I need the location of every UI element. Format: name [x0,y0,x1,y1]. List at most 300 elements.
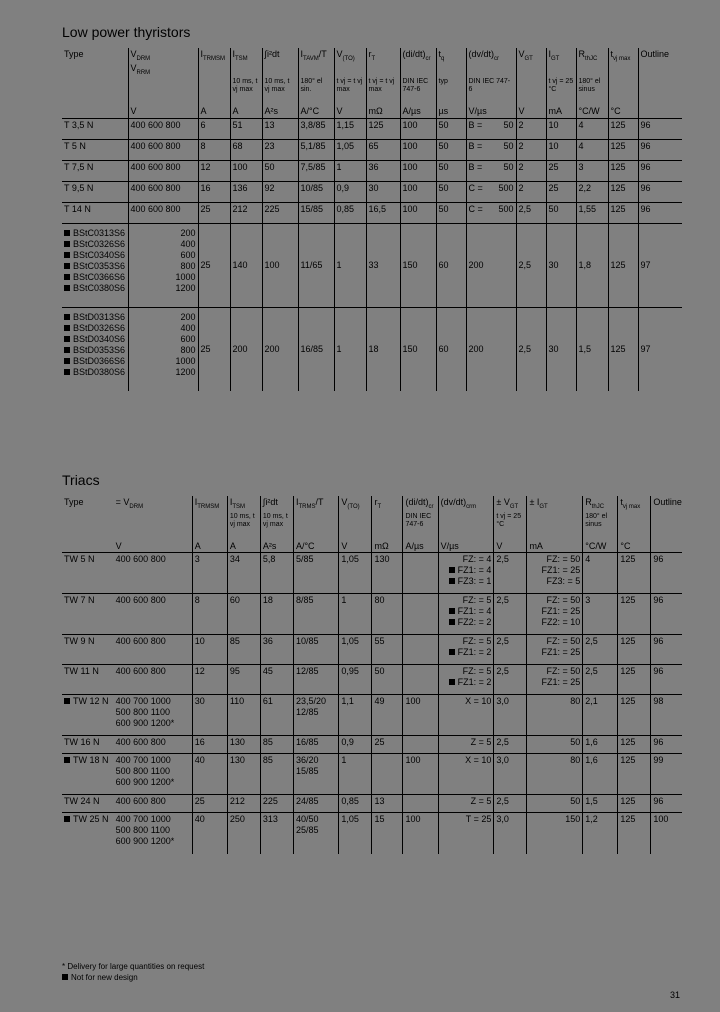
didt-cell [403,665,438,695]
i2dt-cell: 85 [260,754,293,795]
didt-cell [403,795,438,813]
unit-vgt: V [516,105,546,118]
rthjc-cell: 4 [576,118,608,139]
dvdt-value: 50 [503,119,514,130]
hdr-type: Type [64,49,84,59]
i2dt-cell: 225 [260,795,293,813]
igt-cell [527,665,583,695]
itrms-cell-line: 5/85 [295,554,314,565]
dvdt-value: 500 [498,182,514,193]
type-cell: T 9,5 N [62,181,128,202]
cond-i2dt: 10 ms, t vj max [262,77,298,105]
hdr-tvj: $t_{vj max}$ [608,48,638,77]
rt-cell: 18 [366,307,400,391]
tvj-cell: 125 [608,307,638,391]
tri-unit-i2dt: A²s [260,540,293,553]
rthjc-cell: 4 [583,553,618,594]
dvdt-cell-line: FZ1: = 2 [441,677,492,688]
i2dt-cell: 225 [262,202,298,223]
igt-cell-line: 50 [570,796,581,807]
vgt-cell: 2,5 [494,665,527,695]
voltage-cell: 400 600 800 [128,139,198,160]
voltage-cell-line: 400 700 1000 [115,814,171,825]
triac-header-row [62,496,682,512]
voltage-cell [114,695,193,736]
hdr-vt0: $V_{(TO)}$ [334,48,366,77]
not-for-new-design-marker-icon [64,358,70,364]
outline-cell: 96 [651,665,682,695]
type-cell-line: BStD0326S6 [64,323,126,334]
tvj-cell: 125 [618,736,651,754]
unit-tvj: °C [608,105,638,118]
rthjc-cell: 1,5 [576,307,608,391]
igt-cell [527,594,583,635]
hdr-vgt: $V_{GT}$ [516,48,546,77]
igt-cell: 30 [546,223,576,307]
dvdt-cell [466,139,516,160]
itrmsm-cell: 30 [192,695,227,736]
voltage-cell-line: 400 600 800 [115,737,166,748]
i2dt-cell: 5,8 [260,553,293,594]
voltage-cell: 400 600 800 [128,202,198,223]
table-row [62,118,682,139]
dvdt-cell [438,813,494,854]
voltage-cell-line: 1200 [175,366,196,377]
dvdt-cell [466,160,516,181]
igt-cell-line: FZ1: = 25 [541,647,581,658]
dvdt-cell-line: FZ1: = 2 [441,647,492,658]
tvj-cell: 125 [608,118,638,139]
voltage-cell-line: 600 900 1200* [115,836,175,847]
voltage-cell-line: 800 [180,260,196,271]
i2dt-cell: 92 [262,181,298,202]
table-row [62,202,682,223]
cond-didt: DIN IEC 747-6 [400,77,436,105]
voltage-cell: 400 600 800 [128,160,198,181]
voltage-cell [114,594,193,635]
tvj-cell: 125 [618,795,651,813]
thyristor-table [62,48,682,391]
vgt-cell: 2 [516,181,546,202]
hdr-tq: $t_q$ [436,48,466,77]
table-row [62,665,682,695]
tvj-cell: 125 [618,813,651,854]
type-cell: T 3,5 N [62,118,128,139]
vgt-cell: 2,5 [494,594,527,635]
tvj-cell: 125 [618,553,651,594]
didt-cell: 100 [403,813,438,854]
rt-cell: 130 [372,553,403,594]
rt-cell: 30 [366,181,400,202]
cond-itsm: 10 ms, t vj max [230,77,262,105]
i2dt-cell: 313 [260,813,293,854]
cond-rthjc: 180° el sinus [576,77,608,105]
vt0-cell: 0,9 [334,181,366,202]
itrms-cell-line: 12/85 [295,707,319,718]
outline-cell: 97 [638,307,682,391]
voltage-cell-line: 400 [180,238,196,249]
voltage-cell-line: 400 [180,322,196,333]
vt0-cell: 1,05 [339,635,372,665]
not-for-new-design-marker-icon [449,649,455,655]
tri-unit-vt0: V [339,540,372,553]
didt-cell [403,553,438,594]
voltage-cell-line: 400 600 800 [115,796,166,807]
type-cell-line: BStD0366S6 [64,356,126,367]
table-row [62,635,682,665]
voltage-cell [114,813,193,854]
tri-hdr-vt0: $V_{(TO)}$ [339,496,372,512]
igt-cell [527,754,583,795]
not-for-new-design-marker-icon [64,285,70,291]
outline-cell: 96 [638,139,682,160]
triac-conditions-row [62,512,682,540]
igt-cell-line: FZ3: = 5 [546,576,581,587]
itrms-cell [293,813,338,854]
dvdt-cell [466,118,516,139]
vgt-cell: 2 [516,160,546,181]
voltage-cell [128,307,198,391]
i2dt-cell: 200 [262,307,298,391]
footnote-delivery: * Delivery for large quantities on request [62,962,205,971]
tri-cond-rthjc: 180° el sinus [583,512,618,540]
hdr-outline: Outline [638,48,682,77]
didt-cell: 100 [400,139,436,160]
itrms-cell [293,553,338,594]
not-for-new-design-marker-icon [64,325,70,331]
type-cell-line: BStD0353S6 [64,345,126,356]
vt0-cell: 1 [334,160,366,181]
table-row [62,553,682,594]
tri-hdr-itrmsm: $I_{TRMSM}$ [192,496,227,512]
rthjc-cell: 1,6 [583,736,618,754]
itrmsm-cell: 8 [192,594,227,635]
dvdt-cell [438,594,494,635]
thyristor-conditions-row [62,77,682,105]
type-cell [62,223,128,307]
itrms-cell-line: 23,5/20 [295,696,326,707]
voltage-cell: 400 600 800 [128,118,198,139]
itrms-cell [293,695,338,736]
didt-cell: 150 [400,307,436,391]
tri-hdr-tvj: $t_{vj max}$ [618,496,651,512]
igt-cell: 30 [546,307,576,391]
vgt-cell: 2,5 [516,307,546,391]
thyristor-header-row [62,48,682,77]
rthjc-cell: 1,8 [576,223,608,307]
dvdt-value: 500 [498,203,514,214]
unit-itavm: A/°C [298,105,334,118]
thyristor-units-row [62,105,682,118]
rt-cell: 80 [372,594,403,635]
itsm-cell: 250 [227,813,260,854]
table-row [62,139,682,160]
dvdt-cell-line: T = 25 [465,814,492,825]
hdr-dvdt: $(dv/dt)_{cr}$ [466,48,516,77]
cond-dvdt: DIN IEC 747-6 [466,77,516,105]
table-row [62,695,682,736]
tvj-cell: 125 [618,635,651,665]
itsm-cell: 95 [227,665,260,695]
itsm-cell: 130 [227,736,260,754]
itrms-cell-line: 12/85 [295,666,319,677]
tq-cell: 60 [436,307,466,391]
tri-unit-itrmsm: A [192,540,227,553]
itsm-cell: 200 [230,307,262,391]
not-for-new-design-marker-icon [64,274,70,280]
itavm-cell: 7,5/85 [298,160,334,181]
outline-cell: 99 [651,754,682,795]
table-row [62,813,682,854]
itrmsm-cell: 25 [192,795,227,813]
voltage-cell [114,795,193,813]
not-for-new-design-marker-icon [449,608,455,614]
not-for-new-design-marker-icon [64,336,70,342]
type-cell: TW 16 N [62,736,114,754]
didt-cell: 100 [400,160,436,181]
itrmsm-cell: 25 [198,202,230,223]
vt0-cell: 0,95 [339,665,372,695]
voltage-cell-line: 1000 [175,355,196,366]
dvdt-cell-line: FZ: = 5 [462,636,492,647]
page-number: 31 [669,990,680,1000]
itrmsm-cell: 16 [192,736,227,754]
itrms-cell-line: 25/85 [295,825,319,836]
igt-cell: 25 [546,160,576,181]
tq-cell: 50 [436,118,466,139]
dvdt-cell-line: FZ: = 4 [462,554,492,565]
itrms-cell-line: 36/20 [295,755,319,766]
vgt-cell: 2,5 [516,202,546,223]
vgt-cell: 2,5 [494,795,527,813]
itsm-cell: 34 [227,553,260,594]
i2dt-cell: 61 [260,695,293,736]
table-row [62,181,682,202]
igt-cell-line: 150 [565,814,581,825]
not-for-new-design-marker-icon [64,230,70,236]
tri-unit-itsm: A [227,540,260,553]
itrmsm-cell: 6 [198,118,230,139]
voltage-cell-line: 600 [180,333,196,344]
itavm-cell: 5,1/85 [298,139,334,160]
cond-tq: typ [436,77,466,105]
dvdt-label: C = [468,203,483,214]
igt-cell-line: FZ: = 50 [546,666,581,677]
itsm-cell: 60 [227,594,260,635]
rthjc-cell: 1,55 [576,202,608,223]
vgt-cell: 2,5 [516,223,546,307]
dvdt-cell [438,665,494,695]
dvdt-cell [438,795,494,813]
tvj-cell: 125 [618,665,651,695]
igt-cell [527,553,583,594]
dvdt-cell: 200 [466,223,516,307]
vt0-cell: 1,1 [339,695,372,736]
itrmsm-cell: 3 [192,553,227,594]
tri-hdr-didt: $(di/dt)_{cr}$ [403,496,438,512]
type-cell: T 14 N [62,202,128,223]
vgt-cell: 2,5 [494,553,527,594]
i2dt-cell: 45 [260,665,293,695]
rthjc-cell: 2,2 [576,181,608,202]
tri-unit-rt: mΩ [372,540,403,553]
not-for-new-design-marker-icon [449,567,455,573]
itsm-cell: 110 [227,695,260,736]
rt-cell: 50 [372,665,403,695]
didt-cell: 100 [403,695,438,736]
hdr-i2dt: ∫i²dt [262,48,298,77]
didt-cell: 100 [400,202,436,223]
footnote-not-new-design: Not for new design [62,973,138,982]
unit-didt: A/µs [400,105,436,118]
outline-cell: 96 [638,160,682,181]
type-cell: TW 7 N [62,594,114,635]
table-row [62,594,682,635]
dvdt-cell [438,695,494,736]
igt-cell-line: FZ2: = 10 [541,617,581,628]
rt-cell: 55 [372,635,403,665]
hdr-igt: $I_{GT}$ [546,48,576,77]
rthjc-cell: 2,5 [583,635,618,665]
cond-itavm: 180° el sin. [298,77,334,105]
type-cell-line: BStC0326S6 [64,239,126,250]
outline-cell: 97 [638,223,682,307]
itrmsm-cell: 10 [192,635,227,665]
i2dt-cell: 36 [260,635,293,665]
not-for-new-design-marker-icon [62,974,68,980]
voltage-cell-line: 1200 [175,282,196,293]
unit-rt: mΩ [366,105,400,118]
voltage-cell-line: 500 800 1100 [115,766,171,777]
tri-unit-rthjc: °C/W [583,540,618,553]
type-cell-line: BStC0313S6 [64,228,126,239]
igt-cell-line: FZ1: = 25 [541,677,581,688]
rt-cell: 15 [372,813,403,854]
itrmsm-cell: 25 [198,307,230,391]
outline-cell: 96 [638,118,682,139]
type-cell: TW 12 N [62,695,114,736]
itrms-cell-line: 8/85 [295,595,314,606]
itavm-cell: 15/85 [298,202,334,223]
not-for-new-design-marker-icon [64,263,70,269]
tri-unit-igt: mA [527,540,583,553]
itsm-cell: 212 [227,795,260,813]
unit-vdrm: V [128,105,198,118]
i2dt-cell: 100 [262,223,298,307]
tri-hdr-itrms: $I_{TRMS}/T$ [293,496,338,512]
itrms-cell-line: 16/85 [295,737,319,748]
type-cell: TW 9 N [62,635,114,665]
dvdt-cell-line: Z = 5 [470,737,492,748]
tvj-cell: 125 [618,695,651,736]
itrms-cell [293,594,338,635]
tri-unit-tvj: °C [618,540,651,553]
tri-unit-dvdt: V/µs [438,540,494,553]
outline-cell: 100 [651,813,682,854]
igt-cell [527,795,583,813]
rt-cell: 65 [366,139,400,160]
cond-vt0: t vj = t vj max [334,77,366,105]
unit-itrmsm: A [198,105,230,118]
itavm-cell: 3,8/85 [298,118,334,139]
vt0-cell: 1 [339,754,372,795]
not-for-new-design-marker-icon [449,578,455,584]
table-row [62,795,682,813]
itsm-cell: 51 [230,118,262,139]
type-cell-line: BStD0340S6 [64,334,126,345]
dvdt-cell-line: Z = 5 [470,796,492,807]
not-for-new-design-marker-icon [449,679,455,685]
outline-cell: 96 [651,736,682,754]
rthjc-cell: 3 [583,594,618,635]
triac-table [62,496,682,854]
voltage-cell-line: 400 600 800 [115,595,166,606]
tvj-cell: 125 [618,754,651,795]
dvdt-cell-line: FZ1: = 4 [441,606,492,617]
didt-cell: 100 [400,181,436,202]
itsm-cell: 140 [230,223,262,307]
tri-unit-vdrm: V [115,540,122,551]
vt0-cell: 1,05 [339,553,372,594]
itrms-cell-line: 15/85 [295,766,319,777]
voltage-cell-line: 600 900 1200* [115,718,175,729]
tri-hdr-rthjc: $R_{thJC}$ [583,496,618,512]
type-cell-line: BStC0340S6 [64,250,126,261]
not-for-new-design-marker-icon [64,757,70,763]
dvdt-value: 50 [503,161,514,172]
itrmsm-cell: 16 [198,181,230,202]
dvdt-cell [438,736,494,754]
tri-unit-vgt: V [494,540,527,553]
igt-cell: 25 [546,181,576,202]
itavm-cell: 11/65 [298,223,334,307]
igt-cell [527,695,583,736]
igt-cell-line: FZ: = 50 [546,595,581,606]
itavm-cell: 10/85 [298,181,334,202]
dvdt-cell [466,202,516,223]
voltage-cell-line: 400 600 800 [115,666,166,677]
voltage-cell-line: 800 [180,344,196,355]
vt0-cell: 0,9 [339,736,372,754]
triac-units-row [62,540,682,553]
rt-cell: 125 [366,118,400,139]
voltage-cell-line: 400 700 1000 [115,696,171,707]
not-for-new-design-marker-icon [64,314,70,320]
itsm-cell: 85 [227,635,260,665]
tvj-cell: 125 [608,223,638,307]
type-cell: TW 11 N [62,665,114,695]
dvdt-cell [438,754,494,795]
tri-hdr-igt: ± $I_{GT}$ [527,496,583,512]
itsm-cell: 100 [230,160,262,181]
vgt-cell: 2 [516,139,546,160]
igt-cell: 50 [546,202,576,223]
rthjc-cell: 2,5 [583,665,618,695]
itrmsm-cell: 25 [198,223,230,307]
dvdt-cell [438,635,494,665]
itrmsm-cell: 12 [192,665,227,695]
tri-hdr-rt: $r_T$ [372,496,403,512]
not-for-new-design-marker-icon [64,369,70,375]
tri-cond-itsm: 10 ms, t vj max [227,512,260,540]
itrms-cell [293,665,338,695]
outline-cell: 96 [638,202,682,223]
igt-cell: 10 [546,118,576,139]
dvdt-cell-line: FZ2: = 2 [441,617,492,628]
tq-cell: 50 [436,181,466,202]
vt0-cell: 1 [339,594,372,635]
i2dt-cell: 23 [262,139,298,160]
